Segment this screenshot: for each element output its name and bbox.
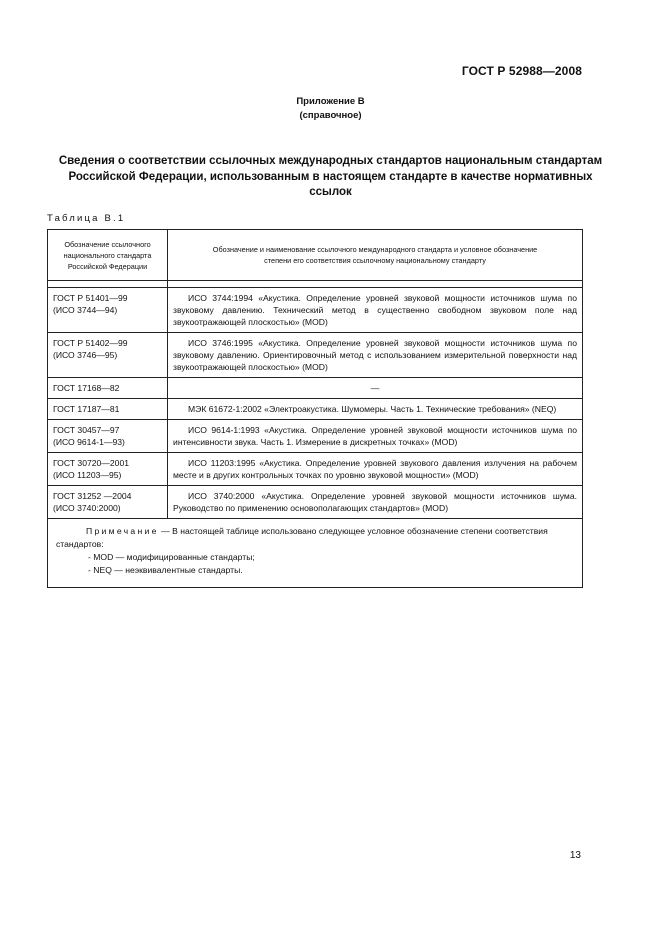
international-standard-cell: ИСО 3746:1995 «Акустика. Определение уровней звуковой мощности источников шума по звуковому давлению. Ориентировочный метод с использованием измерительной поверхности над звукоотражающей плоскостью» (MOD) — [168, 333, 583, 378]
header-international-standard: Обозначение и наименование ссылочного международного стандарта и условное обозначение степени его соответствия ссылочному национальному стандарту — [168, 230, 583, 281]
table-header-row — [48, 230, 583, 281]
table-row — [48, 288, 583, 333]
document-code: ГОСТ Р 52988—2008 — [461, 64, 582, 78]
international-standard-cell: МЭК 61672-1:2002 «Электроакустика. Шумомеры. Часть 1. Технические требования» (NEQ) — [168, 399, 583, 420]
table-row — [48, 486, 583, 519]
table-note — [48, 519, 583, 588]
header-gap-row — [48, 281, 583, 288]
note-item-mod: - MOD — модифицированные стандарты; — [88, 552, 255, 562]
national-standard-cell: ГОСТ 17187—81 — [48, 399, 168, 420]
appendix-label: Приложение В — [296, 96, 365, 107]
national-standard-cell: ГОСТ Р 51401—99 (ИСО 3744—94) — [48, 288, 168, 333]
table-row — [48, 378, 583, 399]
note-text: — В настоящей таблице использовано следующее условное обозначение степени соответствия стандартов: — [56, 526, 548, 549]
note-label: Примечание — [86, 526, 159, 536]
international-standard-cell: ИСО 9614-1:1993 «Акустика. Определение уровней звуковой мощности источников шума по интенсивности звука. Часть 1. Измерение в дискретных точках» (MOD) — [168, 420, 583, 453]
international-standard-cell: — — [168, 378, 583, 399]
international-standard-cell: ИСО 3744:1994 «Акустика. Определение уровней звуковой мощности источников шума по звуковому давлению. Технический метод в существенно свободном звуковом поле над звукоотражающей плоскостью» (MOD) — [168, 288, 583, 333]
note-item-neq: - NEQ — неэквивалентные стандарты. — [88, 565, 243, 575]
title-line-2: Российской Федерации, использованным в настоящем стандарте в качестве нормативных — [68, 170, 593, 183]
national-standard-cell: ГОСТ 30457—97 (ИСО 9614-1—93) — [48, 420, 168, 453]
international-standard-cell: ИСО 11203:1995 «Акустика. Определение уровней звукового давления излучения на рабочем месте и в других контрольных точках по уровню звуковой мощности» (MOD) — [168, 453, 583, 486]
standards-table — [47, 229, 583, 588]
header-national-standard: Обозначение ссылочного национального стандарта Российской Федерации — [48, 230, 168, 281]
appendix-title — [50, 154, 611, 201]
table-caption: Таблица В.1 — [47, 213, 126, 224]
national-standard-cell: ГОСТ 17168—82 — [48, 378, 168, 399]
national-standard-cell: ГОСТ Р 51402—99 (ИСО 3746—95) — [48, 333, 168, 378]
table-row — [48, 333, 583, 378]
table-row — [48, 420, 583, 453]
title-line-3: ссылок — [309, 186, 352, 198]
title-line-1: Сведения о соответствии ссылочных международных стандартов национальным стандартам — [58, 155, 603, 167]
appendix-subtitle: (справочное) — [299, 110, 362, 121]
table-note-row — [48, 519, 583, 588]
national-standard-cell: ГОСТ 30720—2001 (ИСО 11203—95) — [48, 453, 168, 486]
page-number: 13 — [569, 850, 581, 861]
table-row — [48, 399, 583, 420]
standards-table-container — [47, 229, 583, 588]
international-standard-cell: ИСО 3740:2000 «Акустика. Определение уровней звуковой мощности источников шума. Руководство по применению основополагающих стандартов» (MOD) — [168, 486, 583, 519]
appendix-heading — [0, 95, 661, 123]
table-row — [48, 453, 583, 486]
national-standard-cell: ГОСТ 31252 —2004 (ИСО 3740:2000) — [48, 486, 168, 519]
